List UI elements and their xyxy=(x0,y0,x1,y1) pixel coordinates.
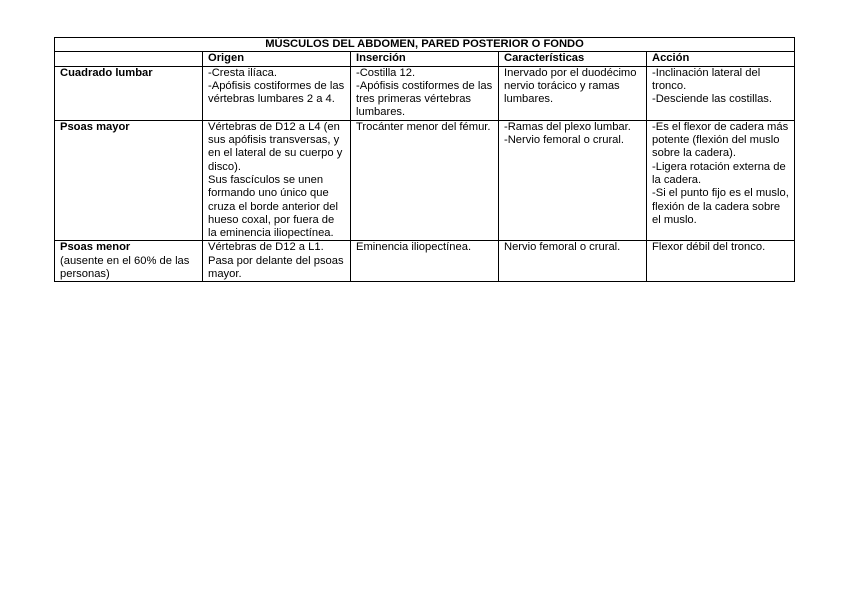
cell-line: Eminencia iliopectínea. xyxy=(356,241,472,254)
cell-line: -Costilla 12. xyxy=(356,66,416,79)
cell-line: -Ligera rotación externa de la cadera. xyxy=(652,160,786,186)
cell-line: Trocánter menor del fémur. xyxy=(356,120,491,133)
insercion-cell xyxy=(351,120,499,241)
header-cell-origen: Origen xyxy=(203,52,351,66)
caracteristicas-cell xyxy=(499,66,647,120)
cell-line: Vértebras de D12 a L4 (en sus apófisis transversas, y en el lateral de su cuerpo y disco). xyxy=(208,120,343,173)
muscle-name: Cuadrado lumbar xyxy=(60,66,153,79)
caracteristicas-cell xyxy=(499,241,647,282)
cell-line: -Apófisis costiformes de las tres primeras vértebras lumbares. xyxy=(356,79,493,119)
cell-line: Sus fascículos se unen formando uno único que cruza el borde anterior del hueso coxal, por fuera de la eminencia iliopectínea. xyxy=(208,173,338,240)
cell-line: Nervio femoral o crural. xyxy=(504,241,621,254)
muscle-cell xyxy=(55,241,203,282)
table-title: MÚSCULOS DEL ABDOMEN, PARED POSTERIOR O FONDO xyxy=(55,38,795,52)
muscles-table xyxy=(54,37,795,282)
caracteristicas-cell xyxy=(499,120,647,241)
cell-line: -Inclinación lateral del tronco. xyxy=(652,66,761,92)
muscle-cell xyxy=(55,120,203,241)
insercion-cell xyxy=(351,241,499,282)
cell-line: -Si el punto fijo es el muslo, flexión de la cadera sobre el muslo. xyxy=(652,187,789,226)
accion-cell xyxy=(647,66,795,120)
cell-line: -Cresta ilíaca. xyxy=(208,66,278,79)
origen-cell xyxy=(203,66,351,120)
origen-cell xyxy=(203,241,351,282)
cell-line: Vértebras de D12 a L1. Pasa por delante del psoas mayor. xyxy=(208,241,344,281)
header-cell-caracteristicas: Características xyxy=(499,52,647,66)
accion-cell xyxy=(647,241,795,282)
header-cell-muscle xyxy=(55,52,203,66)
cell-line: -Ramas del plexo lumbar. xyxy=(504,120,631,133)
cell-line: -Nervio femoral o crural. xyxy=(504,134,624,147)
cell-line: -Apófisis costiformes de las vértebras lumbares 2 a 4. xyxy=(208,79,345,106)
table-row xyxy=(55,120,795,241)
muscle-note: (ausente en el 60% de las personas) xyxy=(60,254,190,281)
cell-line: Inervado por el duodécimo nervio torácico y ramas lumbares. xyxy=(504,66,637,106)
cell-line: -Desciende las costillas. xyxy=(652,93,773,106)
origen-cell xyxy=(203,120,351,241)
muscle-name: Psoas mayor xyxy=(60,120,130,133)
cell-line: -Es el flexor de cadera más potente (flexión del muslo sobre la cadera). xyxy=(652,120,789,160)
table-row xyxy=(55,241,795,282)
header-row xyxy=(55,52,795,66)
cell-line: Flexor débil del tronco. xyxy=(652,241,766,254)
table-row xyxy=(55,66,795,120)
insercion-cell xyxy=(351,66,499,120)
title-row xyxy=(55,38,795,52)
header-cell-insercion: Inserción xyxy=(351,52,499,66)
accion-cell xyxy=(647,120,795,241)
muscle-name: Psoas menor xyxy=(60,241,131,254)
header-cell-accion: Acción xyxy=(647,52,795,66)
muscle-cell xyxy=(55,66,203,120)
